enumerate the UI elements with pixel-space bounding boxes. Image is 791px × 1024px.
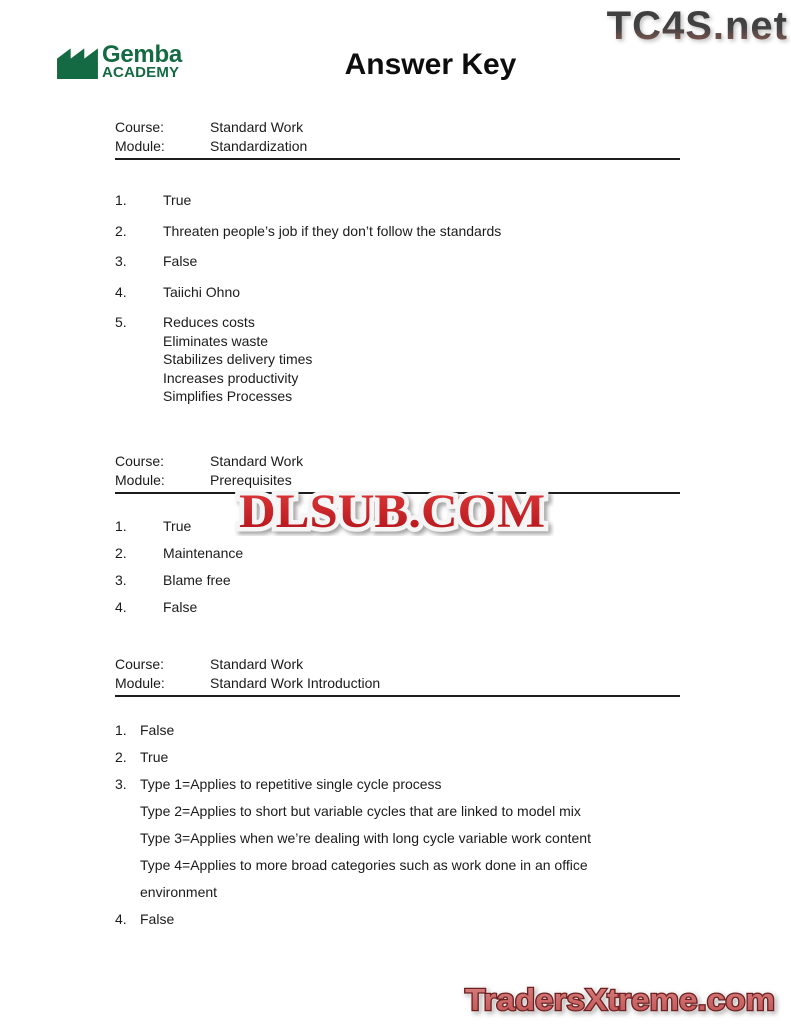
answer-line: False [140,911,175,927]
answer-number: 3. [115,776,127,792]
watermark-tc4s: TC4S.net [606,4,788,48]
module-value: Prerequisites [210,471,292,488]
svg-text:DLSUB.COM: DLSUB.COM [239,485,545,536]
answer-line: True [140,749,169,765]
watermark-dlsub [230,482,554,536]
answer-line: Type 1=Applies to repetitive single cycle process [140,776,442,792]
answer-item [115,313,680,406]
answer-number: 2. [115,545,127,561]
answer-line: Increases productivity [163,369,299,386]
answer-list [115,191,680,406]
module-value: Standard Work Introduction [210,674,381,691]
course-label: Course: [115,119,165,135]
module-label: Module: [115,471,165,488]
answer-item [115,252,680,271]
logo-name: Gemba [102,41,182,68]
answer-line: Type 3=Applies when we’re dealing with long cycle variable work content [140,830,591,846]
answer-number: 2. [115,749,127,765]
answer-number: 4. [115,599,127,615]
answer-line: False [163,253,198,269]
section-rule [115,695,680,697]
watermark-tradersxtreme [452,972,788,1020]
answer-number: 5. [115,314,127,330]
answer-line: Blame free [163,572,231,588]
answer-item [115,906,680,933]
course-value: Standard Work [210,453,304,469]
answer-line: Eliminates waste [163,332,269,349]
answer-item [115,567,680,594]
answer-line: environment [140,884,218,900]
answer-line: Type 4=Applies to more broad categories such as work done in an office [140,857,588,873]
svg-text:TradersXtreme.com: TradersXtreme.com [465,982,775,1017]
section-rule [115,158,680,160]
answer-number: 1. [115,192,127,208]
answer-section-standard-work-introduction [115,655,680,933]
answer-number: 3. [115,253,127,269]
module-label: Module: [115,137,165,154]
course-label: Course: [115,656,165,672]
answer-line: True [163,518,192,534]
answer-section-standardization [115,118,680,406]
answer-line: Type 2=Applies to short but variable cycles that are linked to model mix [140,803,581,819]
logo-subtitle: ACADEMY [102,64,180,81]
answer-number: 4. [115,283,127,300]
course-value: Standard Work [210,656,304,672]
answer-item [115,191,680,210]
answer-line: Stabilizes delivery times [163,351,313,367]
answer-item [115,717,680,744]
answer-list [115,717,680,933]
module-value: Standardization [210,137,308,154]
page-title: Answer Key [344,48,517,81]
answer-item [115,540,680,567]
answer-item [115,771,680,906]
answer-section-prerequisites [115,452,680,621]
answer-line: Maintenance [163,545,244,561]
answer-item [115,222,680,241]
module-label: Module: [115,674,165,691]
answer-line: True [163,192,192,208]
answer-line: False [163,599,198,615]
answer-line: Threaten people’s job if they don’t follow the standards [163,222,502,239]
answer-line: Taiichi Ohno [163,283,241,300]
answer-line: Reduces costs [163,314,255,330]
answer-number: 4. [115,911,127,927]
answer-item [115,283,680,302]
answer-number: 3. [115,572,127,588]
answer-number: 1. [115,518,127,534]
course-label: Course: [115,453,165,469]
answer-item [115,594,680,621]
answer-item [115,744,680,771]
answer-number: 1. [115,722,127,738]
course-value: Standard Work [210,119,304,135]
answer-number: 2. [115,222,127,239]
answer-line: False [140,722,175,738]
answer-line: Simplifies Processes [163,388,293,404]
